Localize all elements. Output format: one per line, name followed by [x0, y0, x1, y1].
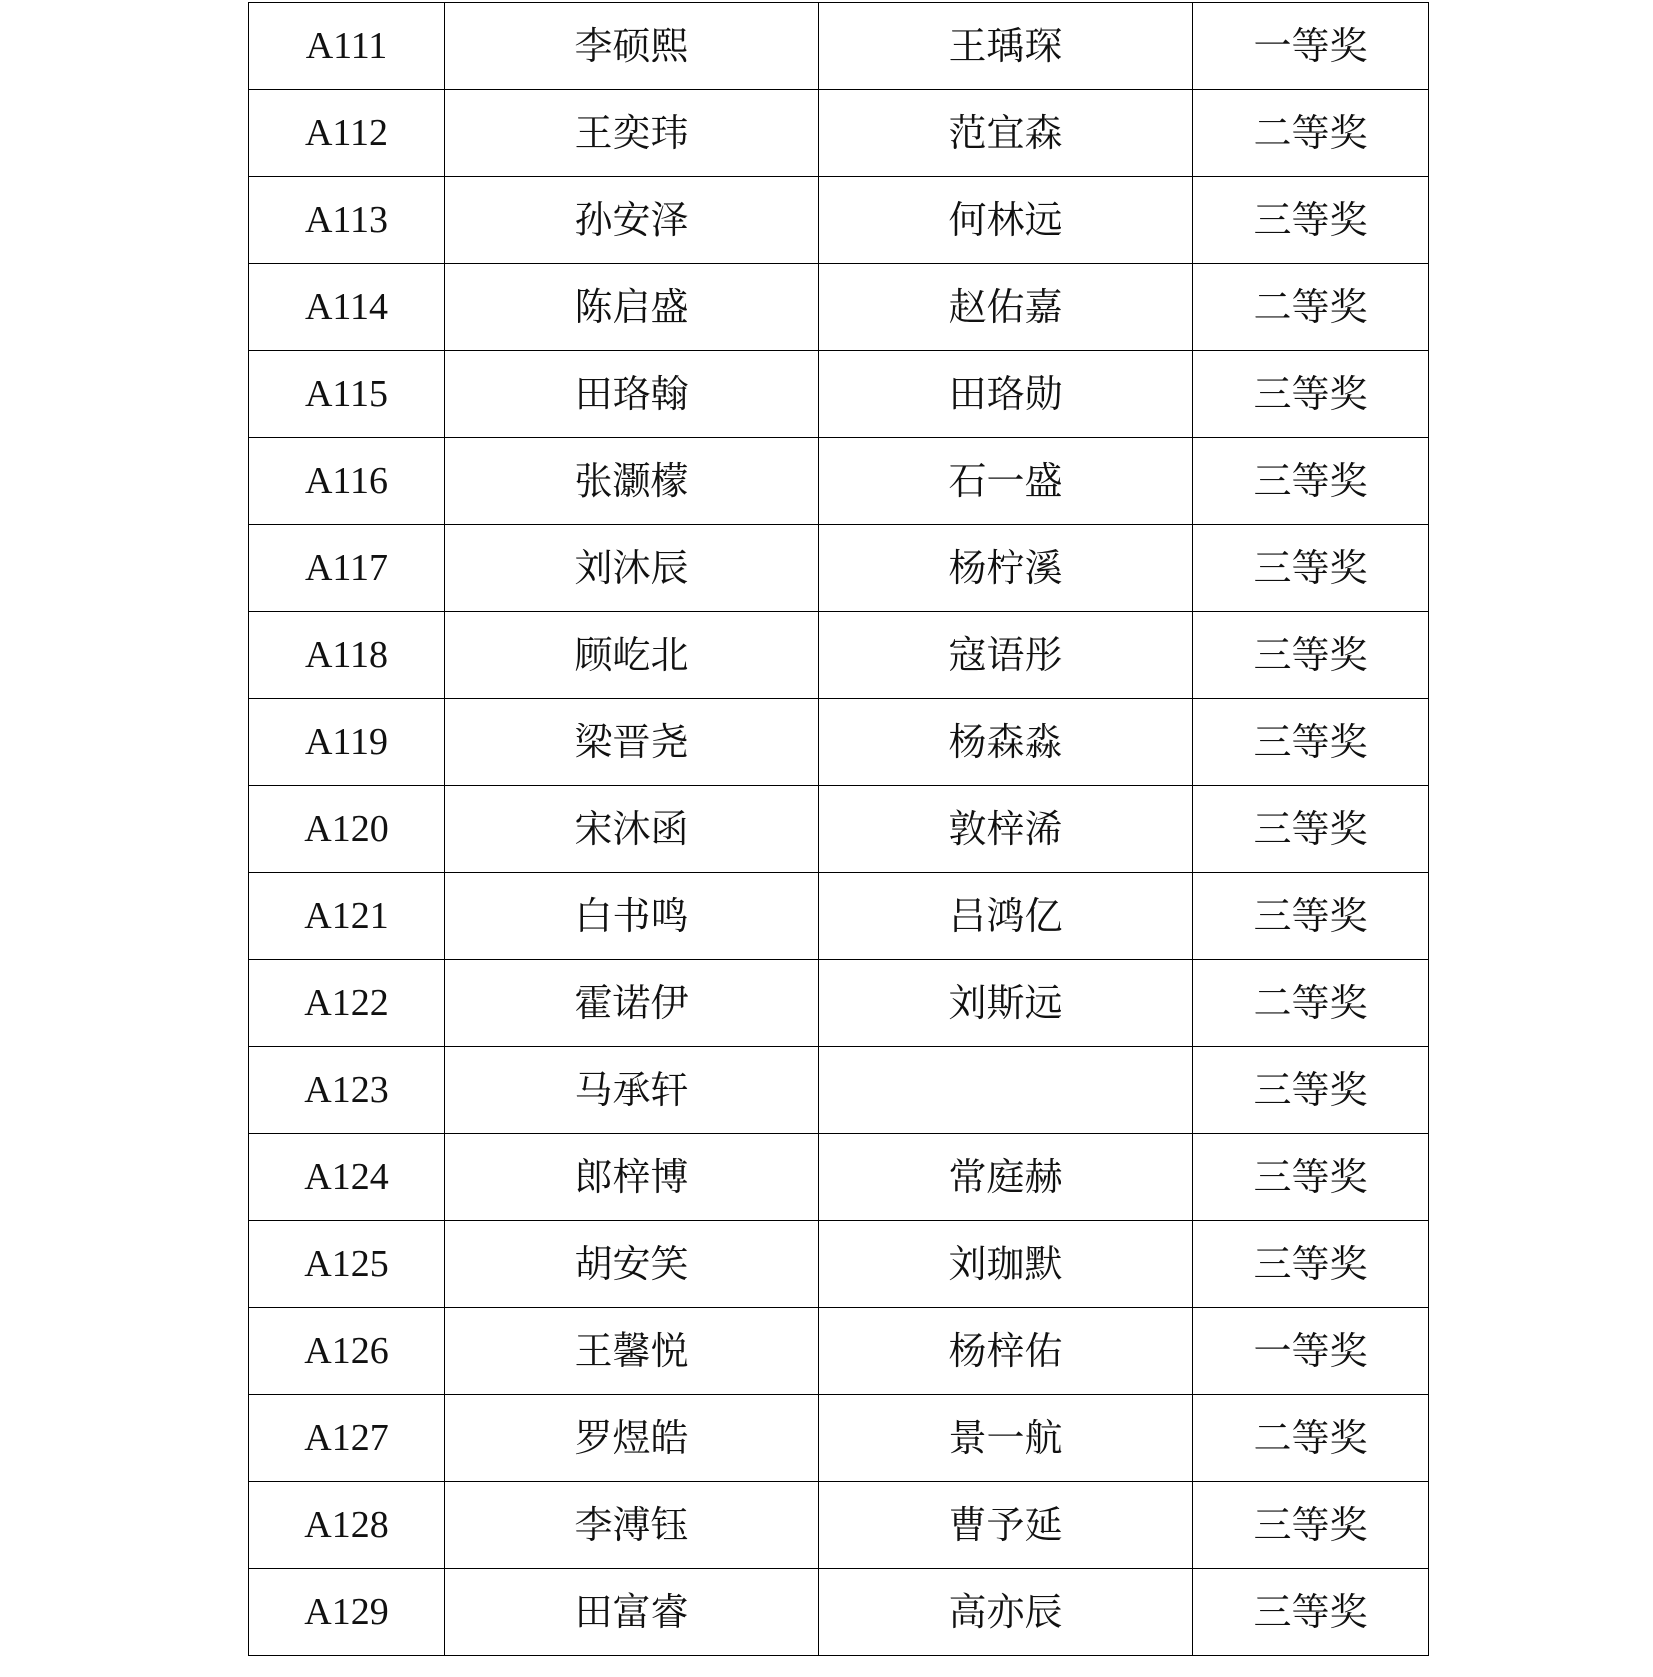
entry-code-cell: A115 [249, 351, 445, 438]
table-row [249, 1221, 1429, 1308]
table-row [249, 264, 1429, 351]
entry-code-cell: A127 [249, 1395, 445, 1482]
student-one-cell: 田富睿 [445, 1569, 819, 1656]
entry-code-cell: A111 [249, 3, 445, 90]
results-table-body [249, 3, 1429, 1656]
table-row [249, 699, 1429, 786]
entry-code-cell: A120 [249, 786, 445, 873]
student-two-cell: 常庭赫 [819, 1134, 1193, 1221]
student-one-cell: 郎梓博 [445, 1134, 819, 1221]
student-two-cell [819, 1047, 1193, 1134]
student-two-cell: 田珞勋 [819, 351, 1193, 438]
award-cell: 二等奖 [1193, 264, 1429, 351]
award-cell: 三等奖 [1193, 438, 1429, 525]
table-row [249, 3, 1429, 90]
award-cell: 三等奖 [1193, 1047, 1429, 1134]
student-one-cell: 马承轩 [445, 1047, 819, 1134]
student-one-cell: 田珞翰 [445, 351, 819, 438]
table-row [249, 612, 1429, 699]
award-cell: 一等奖 [1193, 1308, 1429, 1395]
entry-code-cell: A113 [249, 177, 445, 264]
table-row [249, 1395, 1429, 1482]
student-one-cell: 梁晋尧 [445, 699, 819, 786]
entry-code-cell: A118 [249, 612, 445, 699]
table-row [249, 525, 1429, 612]
award-cell: 一等奖 [1193, 3, 1429, 90]
table-row [249, 960, 1429, 1047]
award-cell: 二等奖 [1193, 960, 1429, 1047]
award-cell: 三等奖 [1193, 351, 1429, 438]
student-two-cell: 杨森淼 [819, 699, 1193, 786]
student-two-cell: 赵佑嘉 [819, 264, 1193, 351]
student-two-cell: 刘珈默 [819, 1221, 1193, 1308]
award-cell: 三等奖 [1193, 1569, 1429, 1656]
student-two-cell: 杨柠溪 [819, 525, 1193, 612]
table-row [249, 1482, 1429, 1569]
award-cell: 三等奖 [1193, 612, 1429, 699]
results-table [248, 2, 1429, 1656]
award-cell: 三等奖 [1193, 1221, 1429, 1308]
entry-code-cell: A122 [249, 960, 445, 1047]
award-cell: 三等奖 [1193, 1134, 1429, 1221]
table-row [249, 1134, 1429, 1221]
student-one-cell: 宋沐函 [445, 786, 819, 873]
student-two-cell: 寇语彤 [819, 612, 1193, 699]
table-row [249, 90, 1429, 177]
table-row [249, 351, 1429, 438]
table-row [249, 177, 1429, 264]
entry-code-cell: A126 [249, 1308, 445, 1395]
student-one-cell: 罗煜皓 [445, 1395, 819, 1482]
student-two-cell: 何林远 [819, 177, 1193, 264]
award-cell: 三等奖 [1193, 699, 1429, 786]
student-two-cell: 杨梓佑 [819, 1308, 1193, 1395]
student-one-cell: 王馨悦 [445, 1308, 819, 1395]
student-one-cell: 孙安泽 [445, 177, 819, 264]
entry-code-cell: A125 [249, 1221, 445, 1308]
entry-code-cell: A119 [249, 699, 445, 786]
student-two-cell: 刘斯远 [819, 960, 1193, 1047]
entry-code-cell: A116 [249, 438, 445, 525]
entry-code-cell: A124 [249, 1134, 445, 1221]
award-cell: 二等奖 [1193, 90, 1429, 177]
student-one-cell: 胡安笑 [445, 1221, 819, 1308]
student-one-cell: 顾屹北 [445, 612, 819, 699]
table-row [249, 1047, 1429, 1134]
award-cell: 三等奖 [1193, 1482, 1429, 1569]
student-one-cell: 白书鸣 [445, 873, 819, 960]
award-cell: 三等奖 [1193, 873, 1429, 960]
entry-code-cell: A123 [249, 1047, 445, 1134]
student-two-cell: 石一盛 [819, 438, 1193, 525]
entry-code-cell: A117 [249, 525, 445, 612]
entry-code-cell: A128 [249, 1482, 445, 1569]
student-two-cell: 景一航 [819, 1395, 1193, 1482]
table-row [249, 1569, 1429, 1656]
table-row [249, 438, 1429, 525]
award-cell: 三等奖 [1193, 786, 1429, 873]
student-two-cell: 高亦辰 [819, 1569, 1193, 1656]
student-two-cell: 王瑀琛 [819, 3, 1193, 90]
table-row [249, 786, 1429, 873]
results-table-wrapper [248, 2, 1428, 1656]
student-two-cell: 吕鸿亿 [819, 873, 1193, 960]
student-two-cell: 曹予延 [819, 1482, 1193, 1569]
entry-code-cell: A121 [249, 873, 445, 960]
table-row [249, 1308, 1429, 1395]
award-cell: 三等奖 [1193, 525, 1429, 612]
table-row [249, 873, 1429, 960]
entry-code-cell: A129 [249, 1569, 445, 1656]
student-one-cell: 李硕熙 [445, 3, 819, 90]
student-one-cell: 王奕玮 [445, 90, 819, 177]
award-cell: 二等奖 [1193, 1395, 1429, 1482]
student-one-cell: 霍诺伊 [445, 960, 819, 1047]
entry-code-cell: A112 [249, 90, 445, 177]
student-one-cell: 陈启盛 [445, 264, 819, 351]
award-cell: 三等奖 [1193, 177, 1429, 264]
student-one-cell: 张灏檬 [445, 438, 819, 525]
student-two-cell: 敦梓浠 [819, 786, 1193, 873]
student-two-cell: 范宜森 [819, 90, 1193, 177]
student-one-cell: 李溥钰 [445, 1482, 819, 1569]
entry-code-cell: A114 [249, 264, 445, 351]
student-one-cell: 刘沐辰 [445, 525, 819, 612]
